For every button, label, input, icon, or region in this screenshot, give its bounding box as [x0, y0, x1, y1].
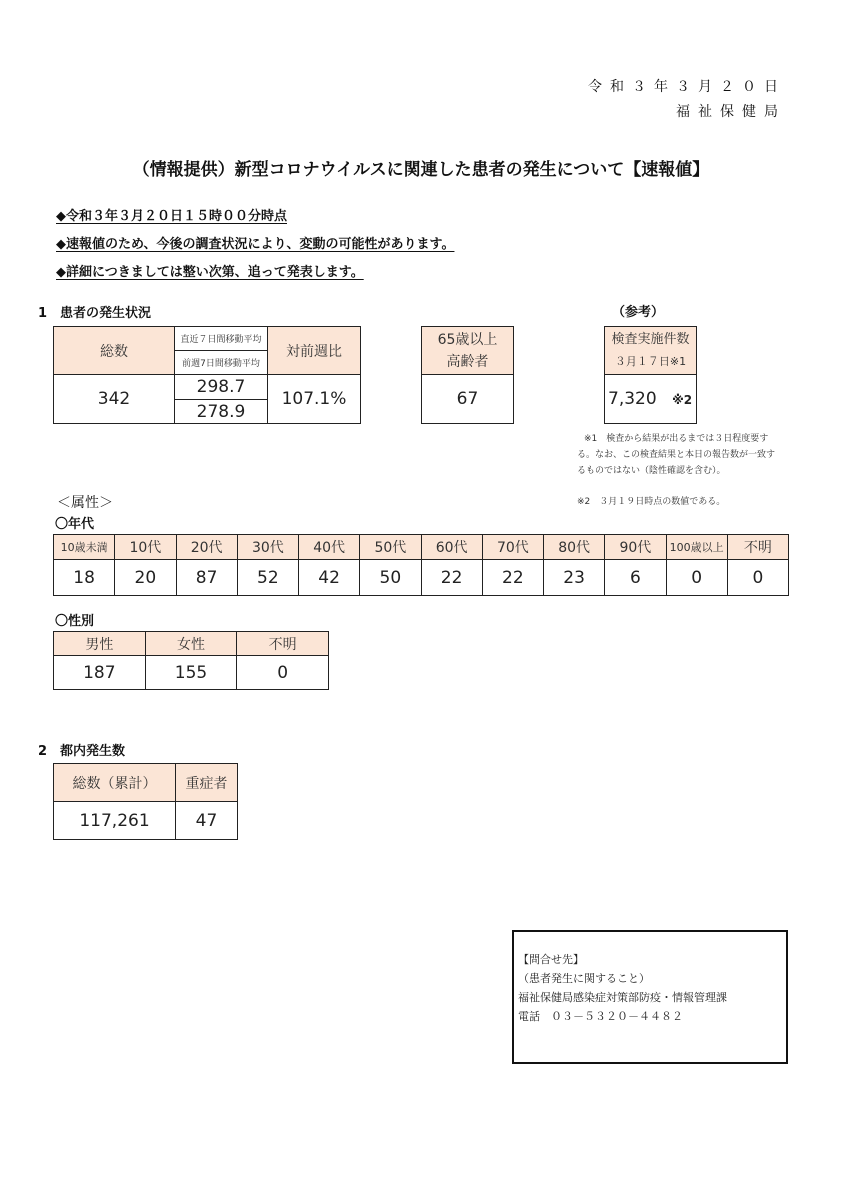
- age-table: [53, 534, 789, 596]
- tests-value: 7,320: [608, 389, 657, 409]
- issuing-department: 福祉保健局: [676, 104, 786, 120]
- attributes-heading: ＜属性＞: [57, 495, 113, 511]
- note-1-line: ※1 検査から結果が出るまでは３日程度要す: [584, 434, 769, 444]
- gender-value-cell: 155: [145, 656, 237, 690]
- age-value-cell: 22: [482, 560, 543, 596]
- issue-date: 令和３年３月２０日: [588, 79, 786, 95]
- age-value-cell: 22: [421, 560, 482, 596]
- moving-avg-recent-label: 直近７日間移動平均: [175, 327, 268, 351]
- moving-avg-prev-label: 前週7日間移動平均: [175, 351, 268, 375]
- bullet-timestamp: ◆令和３年３月２０日１５時００分時点: [56, 209, 287, 224]
- age-value-cell: 23: [544, 560, 605, 596]
- age-header-cell: 40代: [299, 535, 360, 560]
- age-value-cell: 87: [176, 560, 237, 596]
- moving-avg-recent-value: 298.7: [175, 375, 268, 400]
- note-1-line: る。なお、この検査結果と本日の報告数が一致す: [577, 450, 776, 460]
- age-header-row: [54, 535, 789, 560]
- tests-value-cell: [605, 375, 697, 424]
- age-value-row: [54, 560, 789, 596]
- gender-table: [53, 631, 329, 690]
- age-value-cell: 20: [115, 560, 176, 596]
- reference-heading: （参考）: [612, 305, 665, 320]
- patient-summary-table: [53, 326, 361, 424]
- gender-header-cell: 女性: [145, 632, 237, 656]
- elderly-value: 67: [422, 375, 514, 424]
- gender-value-cell: 187: [54, 656, 146, 690]
- age-value-cell: 0: [727, 560, 788, 596]
- note-1: [577, 431, 797, 479]
- tokyo-total-table: [53, 763, 238, 840]
- elderly-label-line2: 高齢者: [446, 353, 489, 370]
- bullet-details-note: ◆詳細につきましては整い次第、追って発表します。: [56, 265, 364, 280]
- total-value: 342: [54, 375, 175, 424]
- week-ratio-value: 107.1%: [268, 375, 361, 424]
- age-header-cell: 80代: [544, 535, 605, 560]
- age-value-cell: 52: [237, 560, 298, 596]
- tests-label: [605, 327, 697, 375]
- age-header-cell: 30代: [237, 535, 298, 560]
- week-ratio-label: 対前週比: [268, 327, 361, 375]
- contact-phone: 電話 ０３－５３２０－４４８２: [518, 1010, 683, 1023]
- contact-box: [512, 930, 788, 1064]
- contact-subtitle: （患者発生に関すること）: [518, 972, 650, 985]
- age-header-cell: 10代: [115, 535, 176, 560]
- gender-header-cell: 男性: [54, 632, 146, 656]
- tests-table: [604, 326, 697, 424]
- note-1-line: るものではない（陰性確認を含む）。: [577, 466, 726, 476]
- gender-heading: 〇性別: [55, 614, 95, 629]
- section1-heading: 1 患者の発生状況: [38, 306, 152, 321]
- age-header-cell: 50代: [360, 535, 421, 560]
- contact-title: 【問合せ先】: [518, 953, 584, 966]
- gender-header-cell: 不明: [237, 632, 329, 656]
- age-header-cell: 不明: [727, 535, 788, 560]
- tests-mark: ※2: [672, 393, 693, 407]
- bullet-preliminary-note: ◆速報値のため、今後の調査状況により、変動の可能性があります。: [56, 237, 455, 252]
- tests-label-line1: 検査実施件数: [611, 331, 690, 347]
- cumulative-total-label: 総数（累計）: [54, 764, 176, 802]
- elderly-label-line1: 65歳以上: [437, 331, 498, 348]
- age-header-cell: 10歳未満: [54, 535, 115, 560]
- age-header-cell: 100歳以上: [666, 535, 727, 560]
- age-value-cell: 0: [666, 560, 727, 596]
- severe-label: 重症者: [176, 764, 238, 802]
- gender-header-row: [54, 632, 329, 656]
- severe-value: 47: [176, 802, 238, 840]
- age-header-cell: 20代: [176, 535, 237, 560]
- contact-org: 福祉保健局感染症対策部防疫・情報管理課: [518, 991, 727, 1004]
- age-header-cell: 70代: [482, 535, 543, 560]
- age-value-cell: 18: [54, 560, 115, 596]
- tests-label-line2: ３月１７日※1: [614, 354, 687, 368]
- cumulative-total-value: 117,261: [54, 802, 176, 840]
- elderly-table: [421, 326, 514, 424]
- section2-heading: 2 都内発生数: [38, 744, 126, 759]
- age-header-cell: 90代: [605, 535, 666, 560]
- age-value-cell: 6: [605, 560, 666, 596]
- elderly-label: [422, 327, 514, 375]
- page-title: （情報提供）新型コロナウイルスに関連した患者の発生について【速報値】: [132, 160, 710, 180]
- age-value-cell: 42: [299, 560, 360, 596]
- note-2: ※2 ３月１９日時点の数値である。: [577, 497, 726, 507]
- moving-avg-prev-value: 278.9: [175, 400, 268, 424]
- gender-value-row: [54, 656, 329, 690]
- total-label: 総数: [54, 327, 175, 375]
- age-heading: 〇年代: [55, 517, 95, 532]
- gender-value-cell: 0: [237, 656, 329, 690]
- age-header-cell: 60代: [421, 535, 482, 560]
- age-value-cell: 50: [360, 560, 421, 596]
